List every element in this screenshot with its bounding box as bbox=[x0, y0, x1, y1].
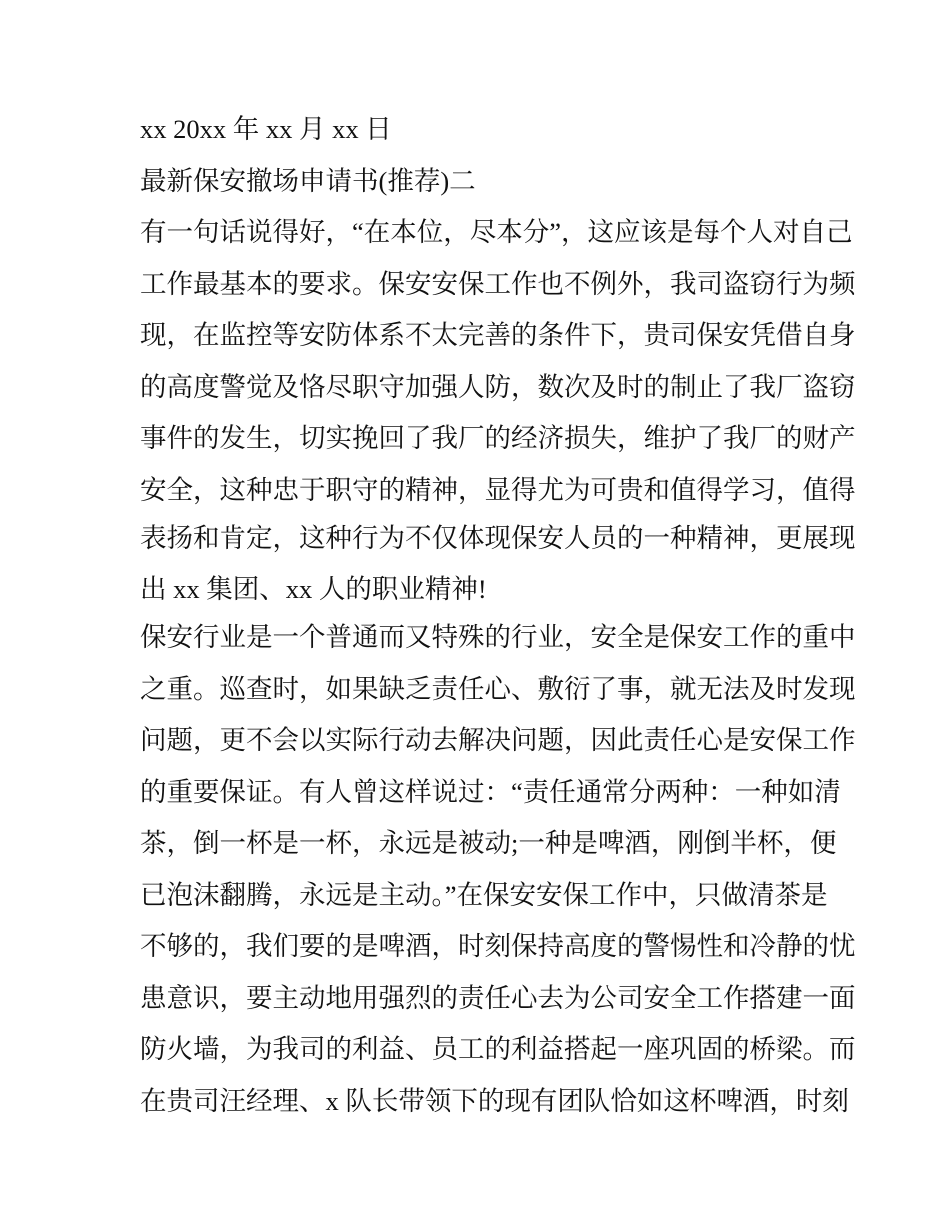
text-line: 茶，倒一杯是一杯，永远是被动;一种是啤酒，刚倒半杯，便 bbox=[140, 828, 837, 858]
text-line: 患意识，要主动地用强烈的责任心去为公司安全工作搭建一面 bbox=[140, 982, 856, 1013]
text-line: 在贵司汪经理、x 队长带领下的现有团队恰如这杯啤酒，时刻 bbox=[140, 1085, 849, 1116]
paragraph-2 bbox=[140, 612, 856, 1127]
date-line: xx 20xx 年 xx 月 xx 日 bbox=[140, 114, 392, 144]
text-line: 事件的发生，切实挽回了我厂的经济损失，维护了我厂的财产 bbox=[140, 423, 856, 453]
text-line: 工作最基本的要求。保安安保工作也不例外，我司盗窃行为频 bbox=[140, 268, 856, 299]
text-line: 不够的，我们要的是啤酒，时刻保持高度的警惕性和冷静的忧 bbox=[140, 931, 856, 961]
text-line: 问题，更不会以实际行动去解决问题，因此责任心是安保工作 bbox=[140, 725, 856, 755]
text-line: 的重要保证。有人曾这样说过：“责任通常分两种：一种如清 bbox=[140, 776, 841, 807]
paragraph-1 bbox=[140, 207, 856, 612]
text-line: 出 xx 集团、xx 人的职业精神! bbox=[140, 574, 487, 604]
text-line: 安全，这种忠于职守的精神，显得尤为可贵和值得学习，值得 bbox=[140, 474, 856, 505]
text-line: 现，在监控等安防体系不太完善的条件下，贵司保安凭借自身 bbox=[140, 320, 856, 350]
document-title: 最新保安撤场申请书(推荐)二 bbox=[140, 165, 476, 196]
text-line: 已泡沫翻腾，永远是主动。”在保安安保工作中，只做清茶是 bbox=[140, 879, 828, 910]
text-line: 表扬和肯定，这种行为不仅体现保安人员的一种精神，更展现 bbox=[140, 522, 856, 553]
text-line: 之重。巡查时，如果缺乏责任心、敷衍了事，就无法及时发现 bbox=[140, 673, 856, 704]
text-line: 有一句话说得好，“在本位，尽本分”，这应该是每个人对自己 bbox=[140, 217, 853, 247]
document-page bbox=[140, 104, 856, 1127]
text-line: 保安行业是一个普通而又特殊的行业，安全是保安工作的重中 bbox=[140, 622, 856, 652]
text-line: 防火墙，为我司的利益、员工的利益搭起一座巩固的桥梁。而 bbox=[140, 1034, 856, 1064]
text-line: 的高度警觉及恪尽职守加强人防，数次及时的制止了我厂盗窃 bbox=[140, 371, 856, 402]
